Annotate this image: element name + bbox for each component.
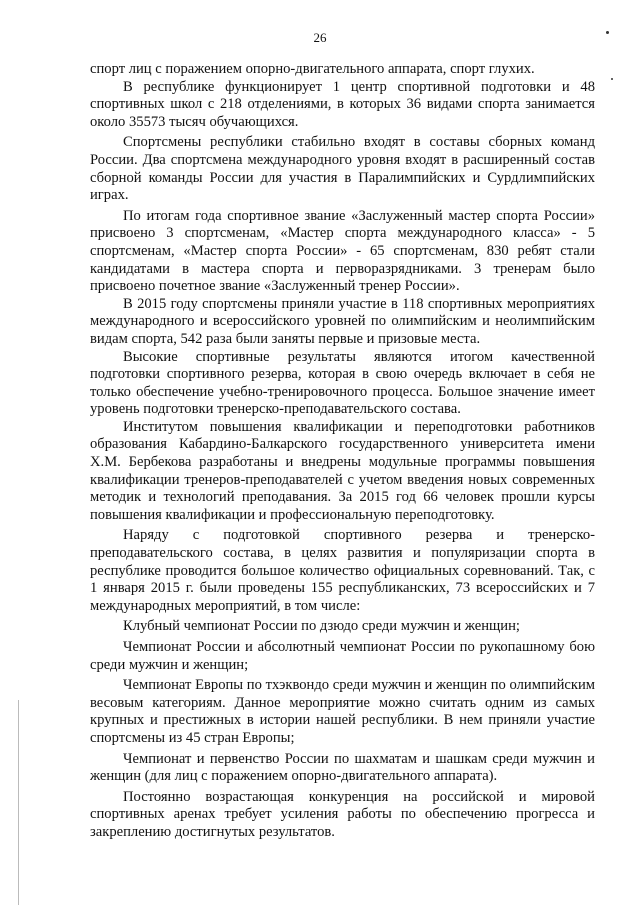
list-item-judo: Клубный чемпионат России по дзюдо среди мужчин и женщин; bbox=[123, 618, 520, 635]
paragraph-competition-growth: Постоянно возрастающая конкуренция на российской и мировой спортивных аренах требует усиления работы по обеспечению прогресса и закреплению достигнутых результатов. bbox=[90, 788, 595, 840]
paragraph-continuation: спорт лиц с поражением опорно-двигательного аппарата, спорт глухих. bbox=[90, 61, 535, 77]
paragraph-training-quality: Высокие спортивные результаты являются итогом качественной подготовки спортивного резерва, которая в свою очередь включает в себя не только обеспечение учебно-тренировочного процесса. Большое значение имеет уровень подготовки тренерско-преподавательского состава. bbox=[90, 348, 595, 418]
paragraph-2015-events: В 2015 году спортсмены приняли участие в 118 спортивных мероприятиях международного и всероссийского уровней по олимпийским и неолимпийским видам спорта, 542 раза были заняты первые и призовые места. bbox=[90, 295, 595, 347]
paragraph-qualification-institute: Институтом повышения квалификации и переподготовки работников образования Кабардино-Балкарского государственного университета имени Х.М. Бербекова разработаны и внедрены модульные программы повышения квалификации тренеров-преподавателей с учетом введения новых современных методик и технологий преподавания. За 2015 год 66 человек прошли курсы повышения квалификации и профессиональную переподготовку. bbox=[90, 418, 595, 523]
page-number: 26 bbox=[313, 30, 327, 45]
list-item-hand-to-hand: Чемпионат России и абсолютный чемпионат России по рукопашному бою среди мужчин и женщин; bbox=[90, 639, 595, 673]
scan-speck bbox=[611, 78, 613, 80]
paragraph-sports-schools: В республике функционирует 1 центр спортивной подготовки и 48 спортивных школ с 218 отделениями, в которых 36 видами спорта занимается около 35573 тысяч обучающихся. bbox=[90, 78, 595, 130]
document-body bbox=[90, 61, 595, 842]
paragraph-sport-titles: По итогам года спортивное звание «Заслуженный мастер спорта России» присвоено 3 спортсменам, «Мастер спорта международного класса» - 5 спортсменам, «Мастер спорта России» - 65 спортсменам, 830 ребят стали кандидатами в мастера спорта и перворазрядниками. 3 тренерам было присвоено почетное звание «Заслуженный тренер России». bbox=[90, 207, 595, 295]
paragraph-competitions: Наряду с подготовкой спортивного резерва и тренерско-преподавательского состава, в целях развития и популяризации спорта в республике проводится большое количество официальных соревнований. Так, с 1 января 2015 г. были проведены 155 республиканских, 73 всероссийских и 7 международных мероприятий, в том числе: bbox=[90, 527, 595, 614]
paragraph-national-teams: Спортсмены республики стабильно входят в составы сборных команд России. Два спортсмена международного уровня входят в расширенный состав сборной команды России для участия в Паралимпийских и Сурдлимпийских играх. bbox=[90, 134, 595, 204]
scan-speck bbox=[606, 31, 609, 34]
list-item-taekwondo: Чемпионат Европы по тхэквондо среди мужчин и женщин по олимпийским весовым категориям. Данное мероприятие можно считать одним из самых крупных и престижных в истории нашей республики. В нем приняли участие спортсмены из 45 стран Европы; bbox=[90, 677, 595, 746]
list-item-chess-checkers: Чемпионат и первенство России по шахматам и шашкам среди мужчин и женщин (для лиц с поражением опорно-двигательного аппарата). bbox=[90, 750, 595, 785]
scan-edge-line bbox=[18, 700, 19, 905]
